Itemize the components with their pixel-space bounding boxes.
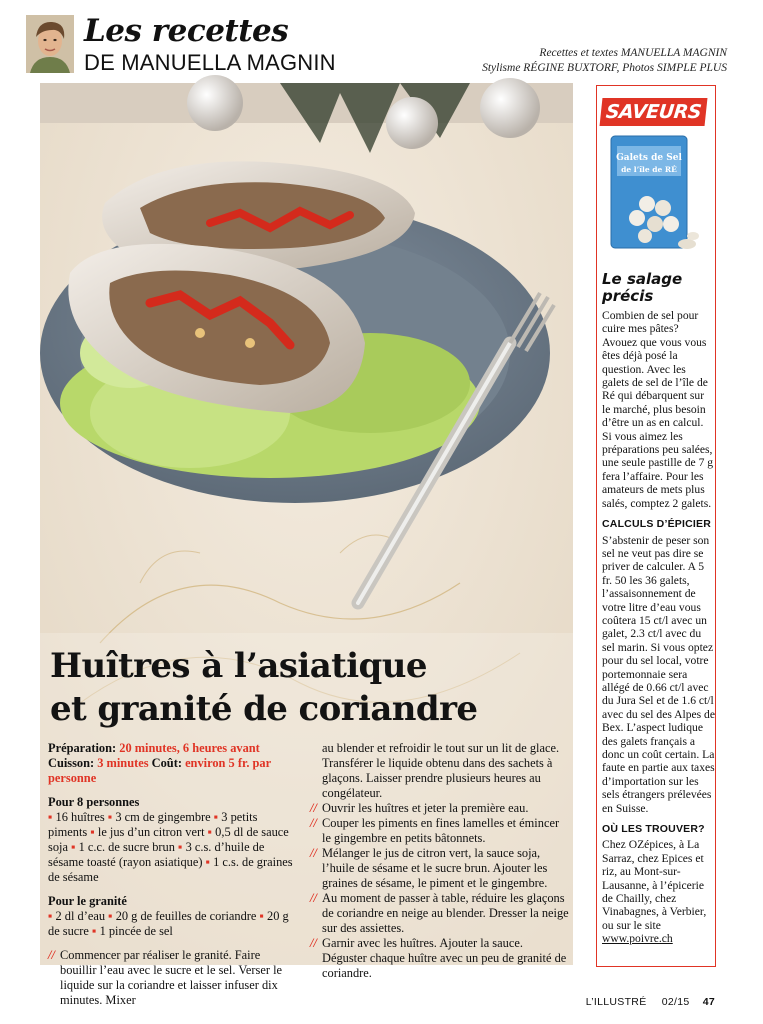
recipe-title-line: et granité de coriandre [50,689,478,729]
recipe-step [310,846,570,891]
step-marker: // [310,846,317,860]
step-text: Commencer par réaliser le granité. Faire bouillir l’eau avec le sucre et le sel. Verser le liquide sur la coriandre et laisser infuser dix minutes. Mixer [60,948,283,1007]
page-number: 47 [702,996,715,1008]
credits-line: Recettes et textes MANUELLA MAGNIN [539,47,727,59]
cost-label: Coût: [151,756,182,770]
recipe-step [310,936,570,981]
recipe-column-left [48,741,298,1008]
recipe-step [310,816,570,846]
prep-label: Préparation: [48,741,117,755]
ingredient: 3 c.s. d’huile de sésame toasté (rayon asiatique) [48,840,265,869]
recipe-title-line: Huîtres à l’asiatique [50,646,427,686]
step-continuation: au blender et refroidir le tout sur un lit de glace. Transférer le liquide obtenu dans des sachets à glaçons. Laisser prendre plusieurs heures au congélateur. [322,741,560,800]
step-marker: // [310,936,317,950]
sidebar-heading-line: précis [602,287,654,305]
recipe-step [48,948,298,1008]
step-marker: // [310,816,317,830]
sidebar-subheading: CALCULS D’ÉPICIER [602,518,711,531]
ingredient: 1 c.s. de graines de sésame [48,855,293,884]
recipe-step [310,891,570,936]
cost-value: environ 5 fr. par personne [48,756,271,785]
step-text: Au moment de passer à table, réduire les glaçons de coriandre en neige au blender. Dresser la neige sur des assiettes. [322,891,569,935]
svg-text:Galets de Sel: Galets de Sel [616,153,682,163]
ingredient: 1 c.c. de sucre brun [78,840,175,854]
servings-heading: Pour 8 personnes [48,795,140,809]
sidebar-body [602,309,715,946]
saveurs-sidebar [596,85,716,967]
step-text: Ouvrir les huîtres et jeter la première eau. [322,801,529,815]
ingredient: 1 pincée de sel [99,924,173,938]
step-marker: // [310,891,317,905]
sidebar-paragraph: S’abstenir de peser son sel ne veut pas dire se priver de calculer. A 5 fr. 50 les 36 galets, l’assaisonnement de votre litre d’eau vous coûtera 15 ct/l avec un galet, 2.3 ct/l avec du sel marin. Si vous optez pour du sel local, votre portemonnaie sera allégé de 0.66 ct/l avec du Jura Sel et de 1.6 ct/l avec du sel des Alpes de Bex. L’aspect ludique des galets français a donc un coût certain. La faute en partie aux taxes d’importation sur les sels étrangers prélevées en Suisse. [602,533,716,815]
step-text: Mélanger le jus de citron vert, la sauce soja, l’huile de sésame et le sucre brun. Ajouter les graines de sésame, le piment et le gingembre. [322,846,548,890]
author-portrait [26,15,74,73]
page-footer [586,996,715,1008]
credits [482,46,727,76]
cook-value: 3 minutes [97,756,149,770]
sidebar-tag: SAVEURS [600,98,708,126]
ingredient-list: ▪ 16 huîtres ▪ 3 cm de gingembre ▪ 3 petits piments ▪ le jus d’un citron vert ▪ 0,5 dl de sauce soja ▪ 1 c.c. de sucre brun ▪ 3 c.s. d’huile de sésame toasté (rayon asiatique) ▪ 1 c.s. de graines de sésame [48,810,293,884]
sidebar-heading-line: Le salage [602,270,683,288]
section-title: Les recettes [84,13,289,49]
salt-package-image [607,132,699,254]
issue-number: 02/15 [661,996,690,1008]
credits-line: Stylisme RÉGINE BUXTORF, Photos SIMPLE PLUS [482,62,727,74]
step-marker: // [48,948,55,962]
step-marker: // [310,801,317,815]
ingredient: 2 dl d’eau [55,909,106,923]
website-link[interactable]: www.poivre.ch [602,932,673,946]
svg-text:de l’île de RÉ: de l’île de RÉ [621,165,677,174]
ingredient: 20 g de feuilles de coriandre [115,909,257,923]
prep-value: 20 minutes, 6 heures avant [119,741,260,755]
magazine-name: L’ILLUSTRÉ [585,996,647,1008]
cook-label: Cuisson: [48,756,95,770]
sidebar-where-text: Chez OZépices, à La Sarraz, chez Epices et riz, au Mont-sur-Lausanne, à l’épicerie de Chailly, chez Vinabagnes, à Verbier, ou sur le site [602,838,707,932]
recipe-step [310,801,570,816]
sidebar-subheading: OÙ LES TROUVER? [602,823,705,836]
section-subtitle: DE MANUELLA MAGNIN [84,50,336,75]
granite-ingredient-list: ▪ 2 dl d’eau ▪ 20 g de feuilles de coriandre ▪ 20 g de sucre ▪ 1 pincée de sel [48,909,289,938]
step-text: Couper les piments en fines lamelles et émincer le gingembre en petits bâtonnets. [322,816,560,845]
ingredient: 3 cm de gingembre [115,810,211,824]
sidebar-paragraph [602,838,715,945]
recipe-title [50,645,477,731]
recipe-column-right [310,741,570,981]
sidebar-intro: Combien de sel pour cuire mes pâtes? Avouez que vous vous êtes déjà posé la question. Avec les galets de sel de l’île de Ré qui débarquent sur le marché, plus besoin d’être un as en calcul. Si vous aimez les préparations peu salées, une seule pastille de 7 g fera l’affaire. Pour les amateurs de mets plus salés, comptez 2 galets. [602,309,714,510]
ingredient: 16 huîtres [55,810,105,824]
ingredient: 20 g de sucre [48,909,289,938]
ingredient: le jus d’un citron vert [97,825,205,839]
ingredient: 3 petits piments [48,810,258,839]
recipe-photo [40,83,573,1007]
step-text: Garnir avec les huîtres. Ajouter la sauce. Déguster chaque huître avec un peu de granité de coriandre. [322,936,567,980]
sidebar-heading [602,271,682,305]
ingredient: 0,5 dl de sauce soja [48,825,289,854]
recipe-meta [48,741,298,786]
granite-heading: Pour le granité [48,894,127,908]
